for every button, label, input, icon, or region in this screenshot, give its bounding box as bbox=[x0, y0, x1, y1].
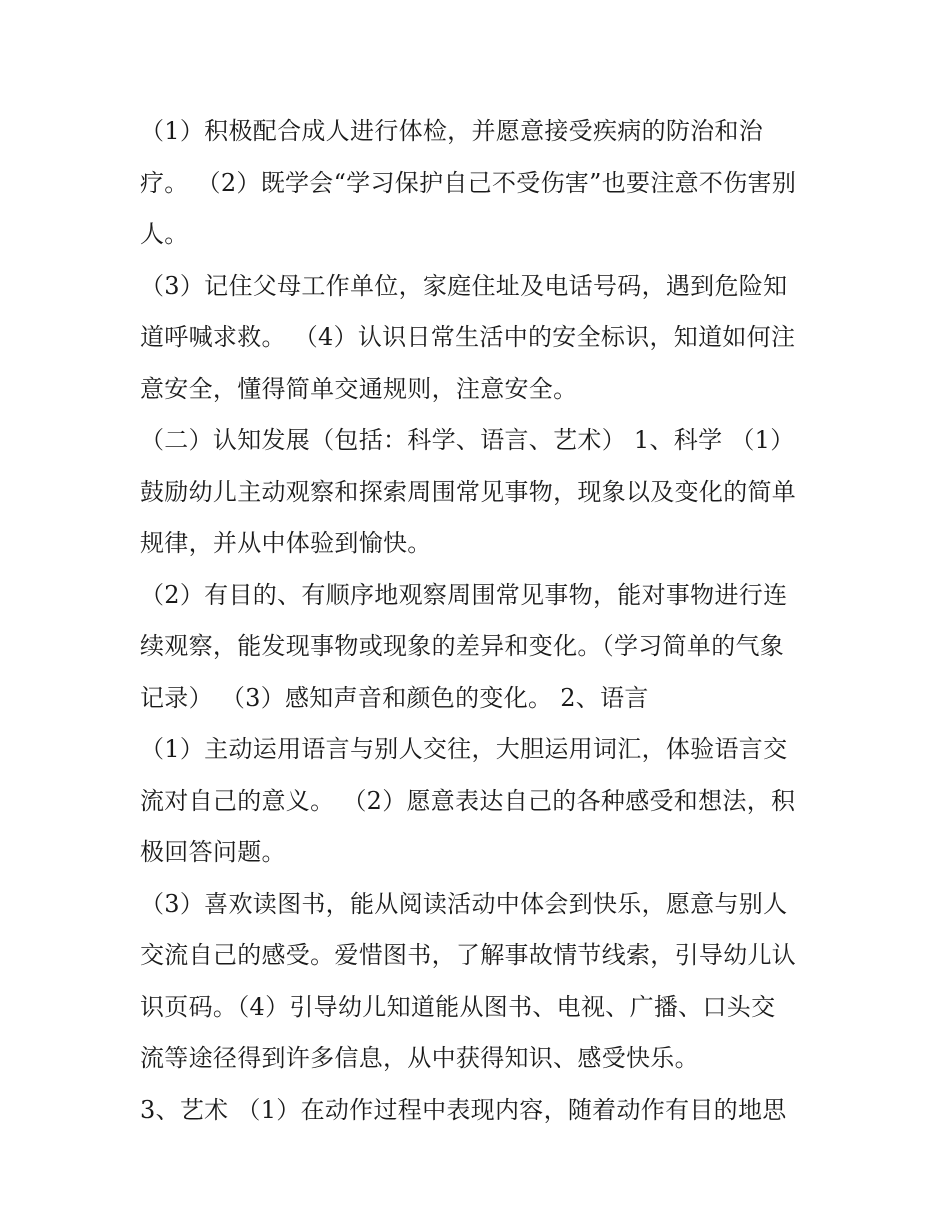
text-line-5: 道呼喊求救。 （4）认识日常生活中的安全标识，知道如何注 bbox=[140, 323, 796, 351]
text-line-6: 意安全，懂得简单交通规则，注意安全。 bbox=[140, 374, 578, 403]
text-line-18: 识页码。（4）引导幼儿知道能从图书、电视、广播、口头交 bbox=[140, 992, 776, 1021]
text-line-8: 鼓励幼儿主动观察和探索周围常见事物，现象以及变化的简单 bbox=[140, 477, 797, 506]
text-line-4: （3）记住父母工作单位，家庭住址及电话号码，遇到危险知 bbox=[140, 271, 788, 300]
body-text bbox=[140, 106, 820, 1136]
text-line-14: 流对自己的意义。 （2）愿意表达自己的各种感受和想法，积 bbox=[140, 786, 796, 815]
text-line-15: 极回答问题。 bbox=[140, 838, 286, 866]
text-line-12: 记录） （3）感知声音和颜色的变化。 2、语言 bbox=[140, 683, 649, 712]
text-line-20: 3、艺术 （1）在动作过程中表现内容，随着动作有目的地思 bbox=[140, 1095, 787, 1124]
text-line-3: 人。 bbox=[140, 220, 189, 248]
text-line-9: 规律，并从中体验到愉快。 bbox=[140, 529, 432, 557]
text-line-2: 疗。 （2）既学会“学习保护自己不受伤害”也要注意不伤害别 bbox=[140, 168, 797, 197]
text-line-10: （2）有目的、有顺序地观察周围常见事物，能对事物进行连 bbox=[140, 580, 788, 609]
text-line-7: （二）认知发展（包括：科学、语言、艺术） 1、科学 （1） bbox=[140, 426, 795, 454]
text-line-16: （3）喜欢读图书，能从阅读活动中体会到快乐，愿意与别人 bbox=[140, 889, 788, 918]
text-line-1: （1）积极配合成人进行体检，并愿意接受疾病的防治和治 bbox=[140, 117, 764, 145]
text-line-19: 流等途径得到许多信息，从中获得知识、感受快乐。 bbox=[140, 1044, 699, 1072]
text-line-17: 交流自己的感受。爱惜图书，了解事故情节线索，引导幼儿认 bbox=[140, 941, 797, 969]
text-line-13: （1）主动运用语言与别人交往，大胆运用词汇，体验语言交 bbox=[140, 735, 788, 763]
text-line-11: 续观察，能发现事物或现象的差异和变化。（学习简单的气象 bbox=[140, 632, 785, 660]
